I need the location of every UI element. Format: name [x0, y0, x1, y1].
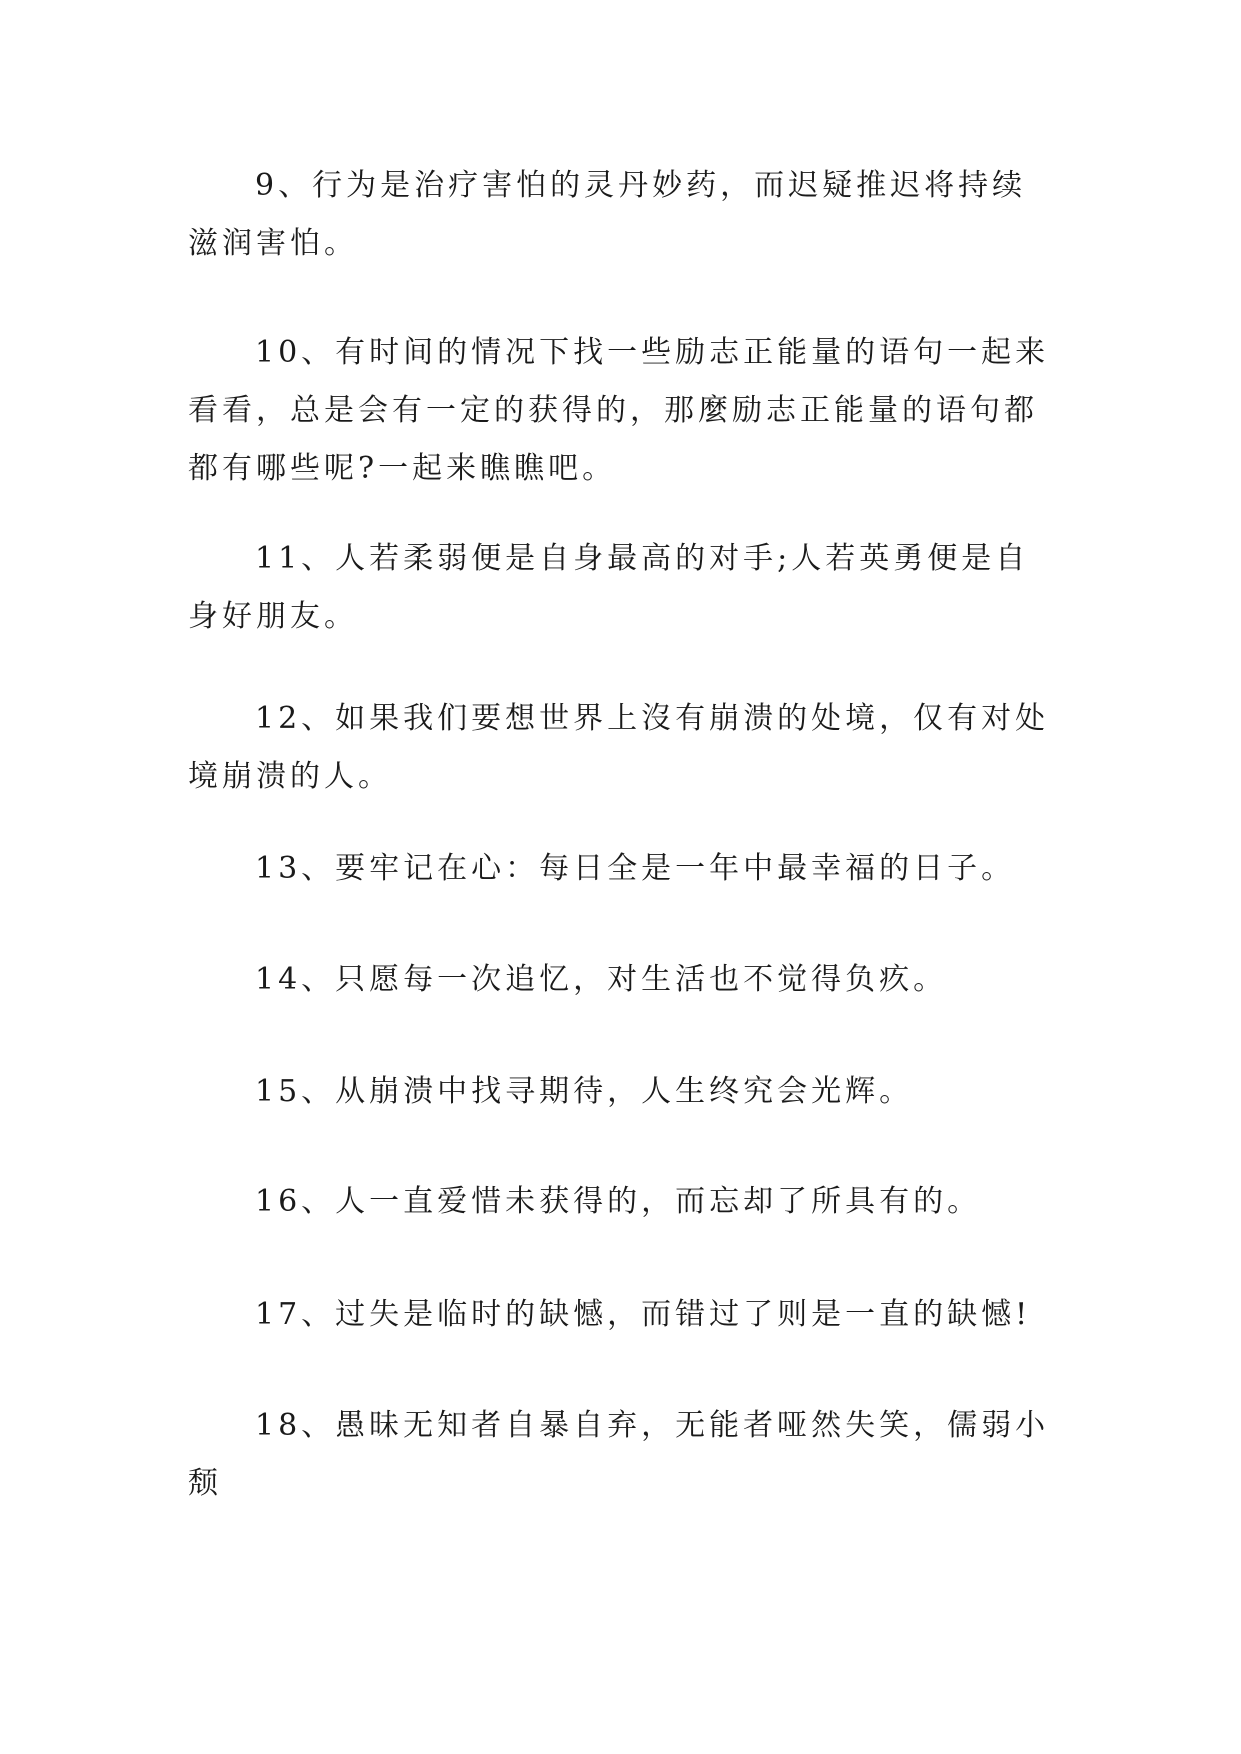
paragraph-14: 14、只愿每一次追忆，对生活也不觉得负疚。	[255, 962, 948, 997]
paragraph-13: 13、要牢记在心：每日全是一年中最幸福的日子。	[255, 851, 1016, 886]
paragraph-15: 15、从崩溃中找寻期待，人生终究会光辉。	[255, 1074, 914, 1109]
paragraph-16: 16、人一直爱惜未获得的，而忘却了所具有的。	[255, 1184, 982, 1219]
paragraph-17: 17、过失是临时的缺憾，而错过了则是一直的缺憾!	[255, 1297, 1032, 1332]
paragraph-11: 11、人若柔弱便是自身最高的对手;人若英勇便是自身好朋友。	[188, 541, 1030, 634]
paragraph-10: 10、有时间的情况下找一些励志正能量的语句一起来看看，总是会有一定的获得的，那麼励志正能量的语句都都有哪些呢?一起来瞧瞧吧。	[188, 335, 1050, 486]
paragraph-18: 18、愚昧无知者自暴自弃，无能者哑然失笑，儒弱小颓	[188, 1408, 1050, 1501]
paragraph-12: 12、如果我们要想世界上沒有崩溃的处境，仅有对处境崩溃的人。	[188, 701, 1050, 794]
paragraph-9: 9、行为是治疗害怕的灵丹妙药，而迟疑推迟将持续滋润害怕。	[188, 168, 1027, 261]
